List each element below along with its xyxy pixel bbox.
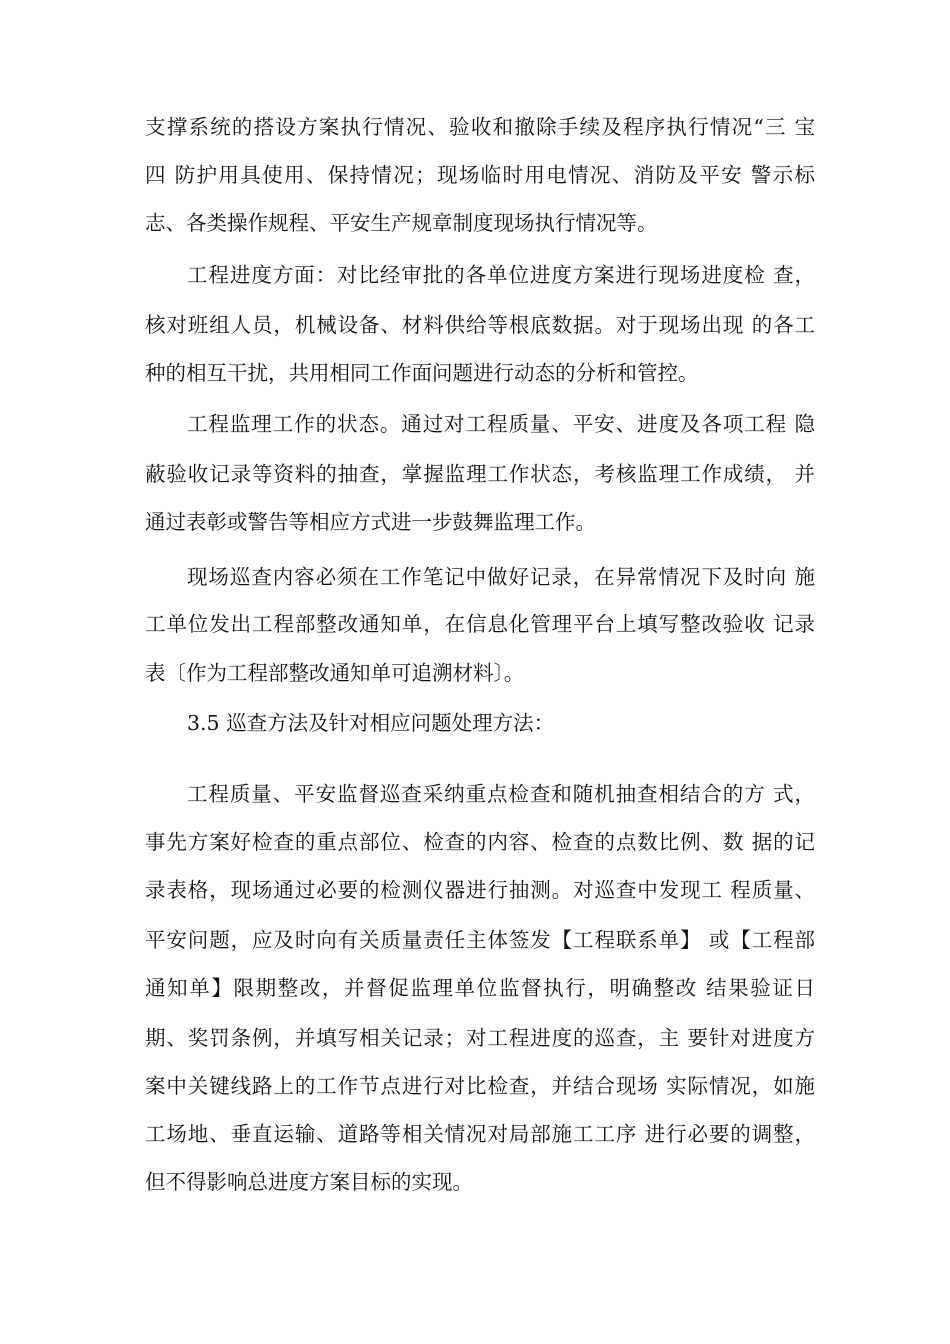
text-line: 但不得影响总进度方案目标的实现。 xyxy=(145,1170,473,1194)
text-line: 四 防护用具使用、保持情况；现场临时用电情况、消防及平安 警示标 xyxy=(145,163,815,187)
text-line: 平安问题，应及时向有关质量责任主体签发【工程联系单】 或【工程部 xyxy=(145,928,815,952)
text-line: 蔽验收记录等资料的抽查，掌握监理工作状态，考核监理工作成绩， 并 xyxy=(145,462,815,486)
text-line: 期、奖罚条例，并填写相关记录；对工程进度的巡查，主 要针对进度方 xyxy=(145,1026,815,1050)
text-line: 支撑系统的搭设方案执行情况、验收和撤除手续及程序执行情况“三 宝 xyxy=(145,115,815,139)
text-line: 事先方案好检查的重点部位、检查的内容、检查的点数比例、数 据的记 xyxy=(145,830,815,854)
text-line: 通知单】限期整改，并督促监理单位监督执行，明确整改 结果验证日 xyxy=(145,976,815,1000)
text-line: 核对班组人员，机械设备、材料供给等根底数据。对于现场出现 的各工 xyxy=(145,313,815,337)
text-line: 工程监理工作的状态。通过对工程质量、平安、进度及各项工程 隐 xyxy=(187,412,815,436)
text-line: 种的相互干扰，共用相同工作面问题进行动态的分析和管控。 xyxy=(145,361,699,385)
text-line: 工程质量、平安监督巡查采纳重点检查和随机抽查相结合的方 式， xyxy=(187,782,815,806)
text-line: 工单位发出工程部整改通知单，在信息化管理平台上填写整改验收 记录 xyxy=(145,612,815,636)
text-line: 工程进度方面：对比经审批的各单位进度方案进行现场进度检 查， xyxy=(187,263,815,287)
text-line: 工场地、垂直运输、道路等相关情况对局部施工工序 进行必要的调整， xyxy=(145,1122,815,1146)
section-heading: 3.5 巡查方法及针对相应问题处理方法： xyxy=(187,711,555,735)
text-line: 通过表彰或警告等相应方式进一步鼓舞监理工作。 xyxy=(145,510,596,534)
text-line: 表〔作为工程部整改通知单可追溯材料〕。 xyxy=(145,661,525,685)
text-line: 案中关键线路上的工作节点进行对比检查，并结合现场 实际情况，如施 xyxy=(145,1074,815,1098)
text-line: 录表格，现场通过必要的检测仪器进行抽测。对巡查中发现工 程质量、 xyxy=(145,878,815,902)
text-line: 现场巡查内容必须在工作笔记中做好记录，在异常情况下及时向 施 xyxy=(187,565,815,589)
text-line: 志、各类操作规程、平安生产规章制度现场执行情况等。 xyxy=(145,211,658,235)
